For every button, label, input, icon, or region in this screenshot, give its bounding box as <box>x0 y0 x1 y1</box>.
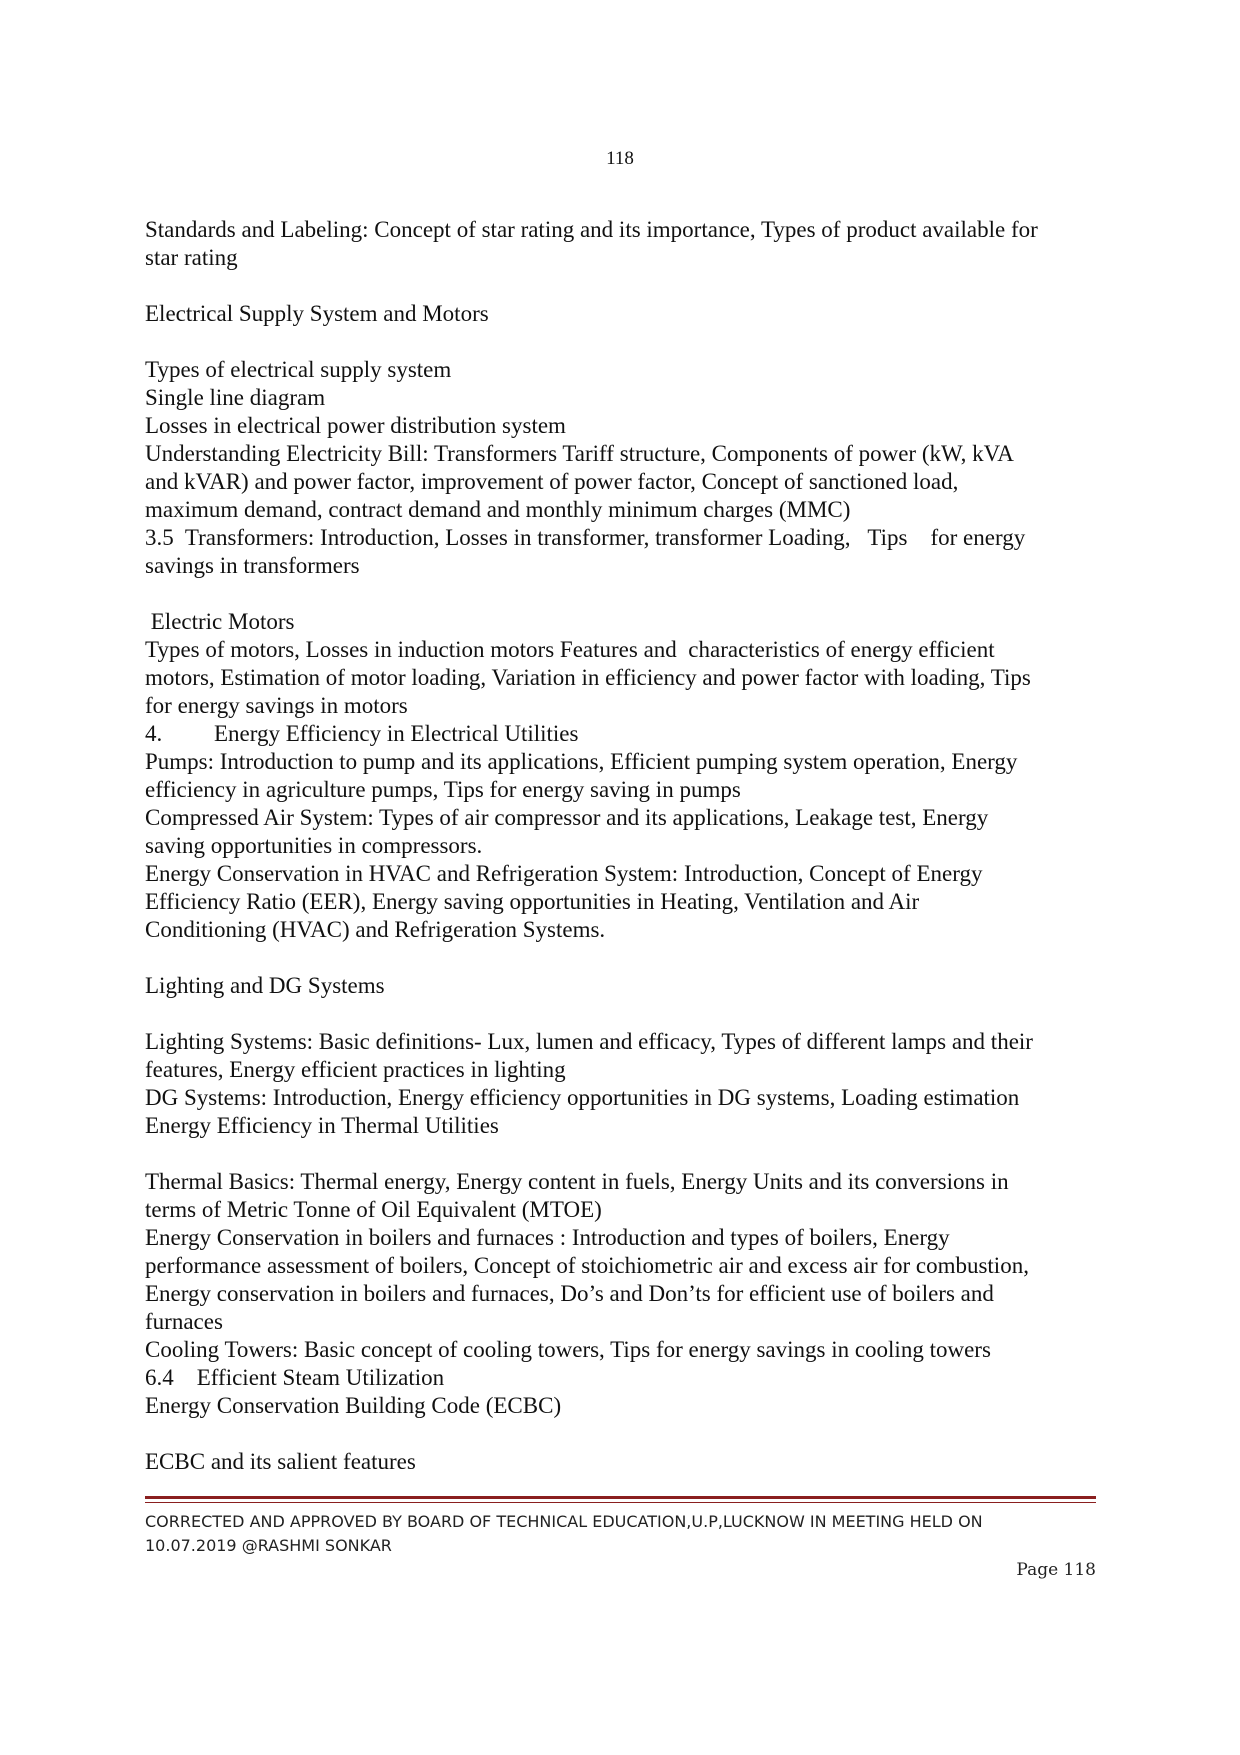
text-line: Electrical Supply System and Motors <box>145 301 489 326</box>
text-line: Single line diagram <box>145 385 326 410</box>
text-line: Energy Conservation in HVAC and Refrigeration System: Introduction, Concept of Energy <box>145 861 983 886</box>
text-line: Energy Conservation in boilers and furnaces : Introduction and types of boilers, Energy <box>145 1225 950 1250</box>
blank-line <box>145 272 1105 300</box>
text-line: Types of motors, Losses in induction motors Features and characteristics of energy efficient <box>145 637 995 662</box>
text-line: Thermal Basics: Thermal energy, Energy content in fuels, Energy Units and its conversions in <box>145 1169 1009 1194</box>
text-line: Conditioning (HVAC) and Refrigeration Systems. <box>145 917 606 942</box>
text-line: Cooling Towers: Basic concept of cooling towers, Tips for energy savings in cooling towers <box>145 1337 991 1362</box>
text-line: Energy Efficiency in Thermal Utilities <box>145 1113 499 1138</box>
text-line: Energy Conservation Building Code (ECBC) <box>145 1393 562 1418</box>
text-line: DG Systems: Introduction, Energy efficiency opportunities in DG systems, Loading estimation <box>145 1085 1020 1110</box>
blank-line <box>145 328 1105 356</box>
text-line: 6.4 Efficient Steam Utilization <box>145 1365 445 1390</box>
text-line: for energy savings in motors <box>145 693 408 718</box>
text-line: features, Energy efficient practices in lighting <box>145 1057 566 1082</box>
footer-divider <box>145 1496 1096 1503</box>
footer-approval-note <box>145 1510 1096 1558</box>
text-line: Understanding Electricity Bill: Transformers Tariff structure, Components of power (kW, kVA <box>145 441 1014 466</box>
text-line: performance assessment of boilers, Concept of stoichiometric air and excess air for combustion, <box>145 1253 1029 1278</box>
footer-page-label: Page 118 <box>1016 1560 1096 1580</box>
text-line: Pumps: Introduction to pump and its applications, Efficient pumping system operation, Energy <box>145 749 1018 774</box>
page-number-top: 118 <box>606 148 634 169</box>
text-line: ECBC and its salient features <box>145 1449 416 1474</box>
text-line: and kVAR) and power factor, improvement of power factor, Concept of sanctioned load, <box>145 469 959 494</box>
text-line: Compressed Air System: Types of air compressor and its applications, Leakage test, Energy <box>145 805 989 830</box>
text-line: Lighting and DG Systems <box>145 973 385 998</box>
text-line: motors, Estimation of motor loading, Variation in efficiency and power factor with loading, Tips <box>145 665 1031 690</box>
text-line: Types of electrical supply system <box>145 357 452 382</box>
blank-line <box>145 944 1105 972</box>
text-line: saving opportunities in compressors. <box>145 833 483 858</box>
text-line: 4. Energy Efficiency in Electrical Utilities <box>145 721 579 746</box>
syllabus-body <box>145 216 1105 1476</box>
footer-approval-line-2: 10.07.2019 @RASHMI SONKAR <box>145 1536 392 1555</box>
text-line: Electric Motors <box>145 609 295 634</box>
blank-line <box>145 580 1105 608</box>
text-line: Standards and Labeling: Concept of star rating and its importance, Types of product available for <box>145 217 1038 242</box>
blank-line <box>145 1000 1105 1028</box>
blank-line <box>145 1420 1105 1448</box>
blank-line <box>145 1140 1105 1168</box>
footer-approval-line-1: CORRECTED AND APPROVED BY BOARD OF TECHNICAL EDUCATION,U.P,LUCKNOW IN MEETING HELD ON <box>145 1512 983 1531</box>
text-line: Lighting Systems: Basic definitions- Lux, lumen and efficacy, Types of different lamps and their <box>145 1029 1033 1054</box>
text-line: furnaces <box>145 1309 223 1334</box>
text-line: 3.5 Transformers: Introduction, Losses in transformer, transformer Loading, Tips for energy <box>145 525 1026 550</box>
text-line: Losses in electrical power distribution system <box>145 413 566 438</box>
text-line: maximum demand, contract demand and monthly minimum charges (MMC) <box>145 497 851 522</box>
text-line: Efficiency Ratio (EER), Energy saving opportunities in Heating, Ventilation and Air <box>145 889 920 914</box>
text-line: efficiency in agriculture pumps, Tips for energy saving in pumps <box>145 777 741 802</box>
text-line: terms of Metric Tonne of Oil Equivalent (MTOE) <box>145 1197 602 1222</box>
text-line: savings in transformers <box>145 553 360 578</box>
text-line: Energy conservation in boilers and furnaces, Do’s and Don’ts for efficient use of boilers and <box>145 1281 994 1306</box>
text-line: star rating <box>145 245 238 270</box>
